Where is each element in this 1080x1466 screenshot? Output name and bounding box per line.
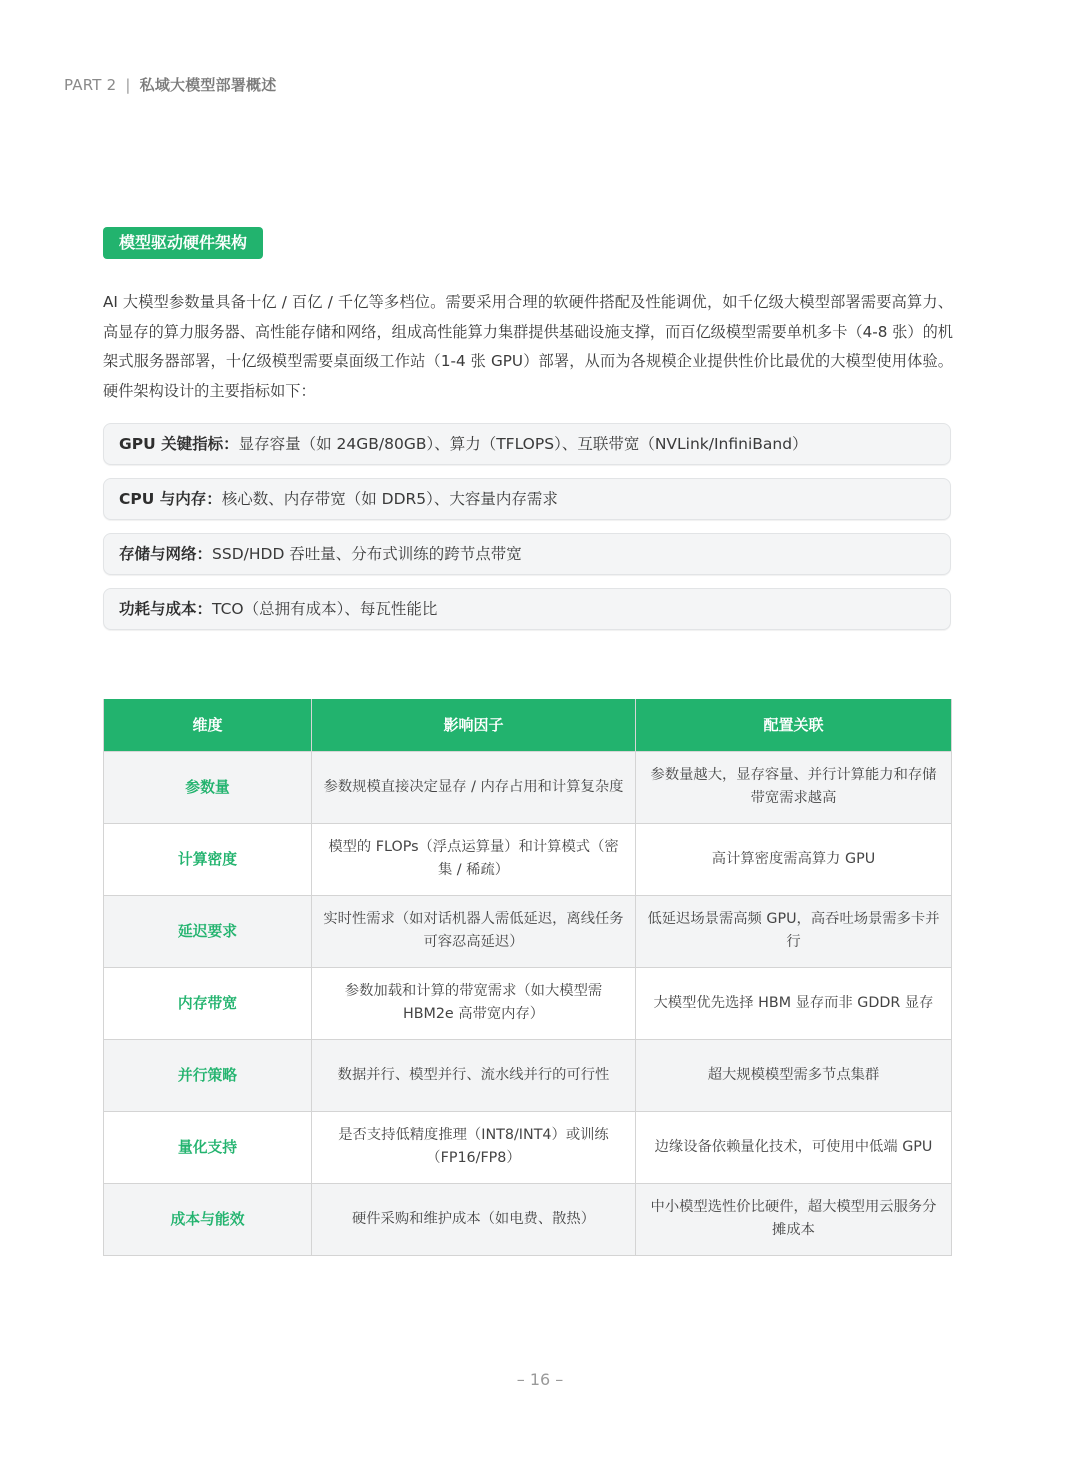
table-row xyxy=(104,1111,952,1183)
dimension-cell: 并行策略 xyxy=(104,1039,312,1111)
table-row xyxy=(104,823,952,895)
dimension-cell: 成本与能效 xyxy=(104,1183,312,1255)
metric-box-gpu xyxy=(103,423,951,465)
section-tag: 模型驱动硬件架构 xyxy=(103,227,263,259)
table-header-row xyxy=(104,699,952,751)
metric-box-storage xyxy=(103,533,951,575)
intro-paragraph: AI 大模型参数量具备十亿 / 百亿 / 千亿等多档位。需要采用合理的软硬件搭配及性能调优，如千亿级大模型部署需要高算力、高显存的算力服务器、高性能存储和网络，组成高性能算力集群提供基础设施支撑，而百亿级模型需要单机多卡（4-8 张）的机架式服务器部署，十亿级模型需要桌面级工作站（1-4 张 GPU）部署，从而为各规模企业提供性价比最优的大模型使用体验。硬件架构设计的主要指标如下： xyxy=(103,293,953,400)
dimension-cell: 内存带宽 xyxy=(104,967,312,1039)
table-header-cell: 影响因子 xyxy=(312,699,636,751)
factor-cell: 是否支持低精度推理（INT8/INT4）或训练（FP16/FP8） xyxy=(312,1111,636,1183)
table-row xyxy=(104,967,952,1039)
header-part: PART 2 xyxy=(64,76,117,94)
table-row xyxy=(104,1183,952,1255)
metric-box-cpu xyxy=(103,478,951,520)
factor-cell: 数据并行、模型并行、流水线并行的可行性 xyxy=(312,1039,636,1111)
metric-key: 存储与网络： xyxy=(119,545,213,563)
metric-key: 功耗与成本： xyxy=(119,600,213,618)
config-cell: 大模型优先选择 HBM 显存而非 GDDR 显存 xyxy=(636,967,952,1039)
metric-box-power xyxy=(103,588,951,630)
config-cell: 高计算密度需高算力 GPU xyxy=(636,823,952,895)
config-cell: 低延迟场景需高频 GPU，高吞吐场景需多卡并行 xyxy=(636,895,952,967)
metric-key: GPU 关键指标： xyxy=(119,435,239,453)
factor-cell: 实时性需求（如对话机器人需低延迟，离线任务可容忍高延迟） xyxy=(312,895,636,967)
config-cell: 边缘设备依赖量化技术，可使用中低端 GPU xyxy=(636,1111,952,1183)
dimension-cell: 延迟要求 xyxy=(104,895,312,967)
factor-cell: 参数规模直接决定显存 / 内存占用和计算复杂度 xyxy=(312,751,636,823)
table-row xyxy=(104,895,952,967)
table-header-cell: 配置关联 xyxy=(636,699,952,751)
header-title: 私域大模型部署概述 xyxy=(139,76,277,94)
table-header-cell: 维度 xyxy=(104,699,312,751)
dimension-cell: 计算密度 xyxy=(104,823,312,895)
config-cell: 中小模型选性价比硬件，超大模型用云服务分摊成本 xyxy=(636,1183,952,1255)
hardware-spec-table xyxy=(103,699,952,1256)
factor-cell: 参数加载和计算的带宽需求（如大模型需 HBM2e 高带宽内存） xyxy=(312,967,636,1039)
table-row xyxy=(104,751,952,823)
dimension-cell: 参数量 xyxy=(104,751,312,823)
metric-value: TCO（总拥有成本）、每瓦性能比 xyxy=(212,600,438,618)
factor-cell: 硬件采购和维护成本（如电费、散热） xyxy=(312,1183,636,1255)
metric-key: CPU 与内存： xyxy=(119,490,222,508)
page-header xyxy=(64,74,276,95)
metric-value: 核心数、内存带宽（如 DDR5）、大容量内存需求 xyxy=(221,490,558,508)
config-cell: 超大规模模型需多节点集群 xyxy=(636,1039,952,1111)
factor-cell: 模型的 FLOPs（浮点运算量）和计算模式（密集 / 稀疏） xyxy=(312,823,636,895)
page-number: – 16 – xyxy=(516,1370,564,1389)
dimension-cell: 量化支持 xyxy=(104,1111,312,1183)
table-row xyxy=(104,1039,952,1111)
metric-value: SSD/HDD 吞吐量、分布式训练的跨节点带宽 xyxy=(212,545,522,563)
header-separator: | xyxy=(125,76,131,94)
config-cell: 参数量越大，显存容量、并行计算能力和存储带宽需求越高 xyxy=(636,751,952,823)
metric-value: 显存容量（如 24GB/80GB）、算力（TFLOPS）、互联带宽（NVLink/InfiniBand） xyxy=(238,435,808,453)
